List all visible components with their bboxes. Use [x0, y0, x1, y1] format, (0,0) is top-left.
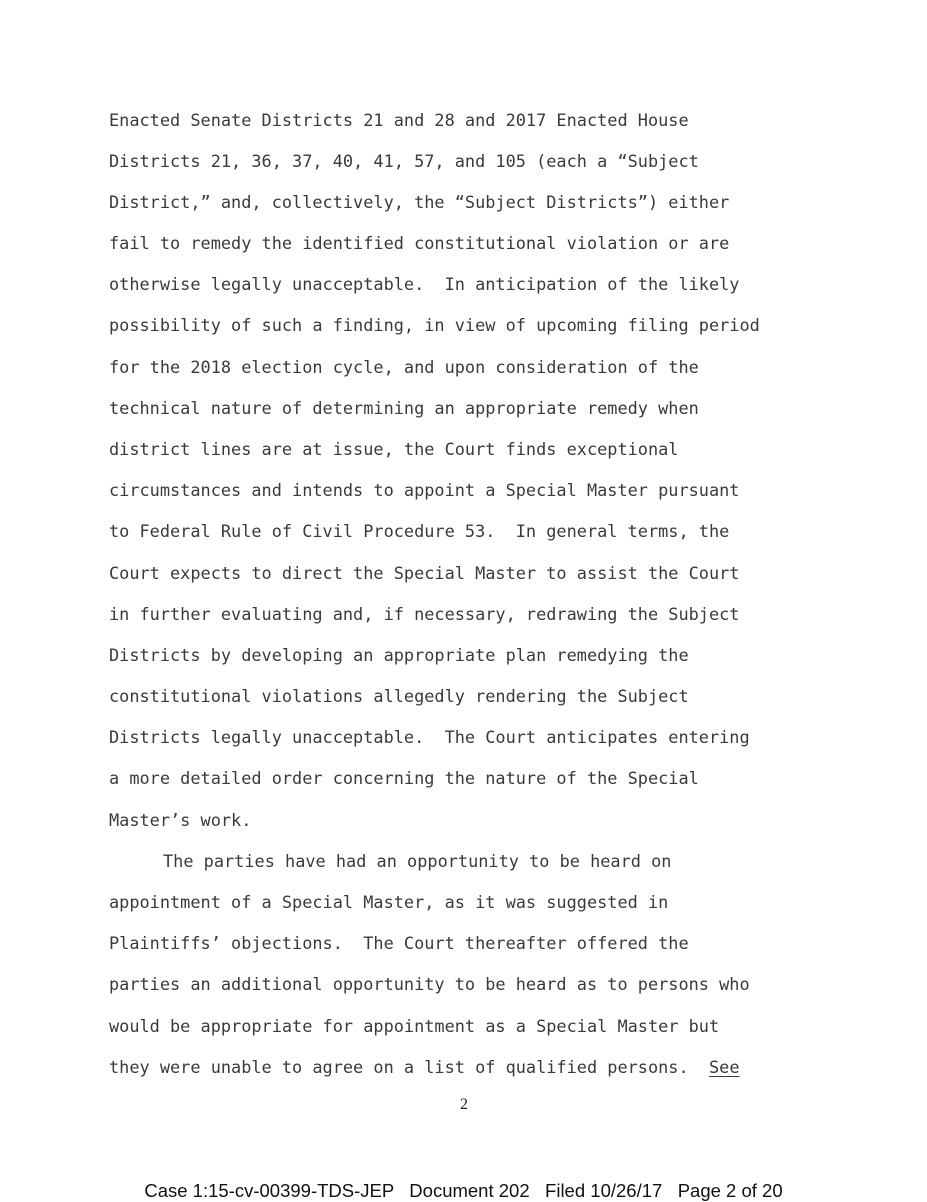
text-line: otherwise legally unacceptable. In anticipation of the likely: [109, 274, 740, 294]
page-number: 2: [460, 1096, 468, 1113]
text-line: technical nature of determining an appropriate remedy when: [109, 398, 699, 418]
text-line: fail to remedy the identified constitutional violation or are: [109, 233, 730, 253]
text-line: Districts legally unacceptable. The Court anticipates entering: [109, 727, 750, 747]
text-line: constitutional violations allegedly rendering the Subject: [109, 686, 689, 706]
text-line: possibility of such a finding, in view of upcoming filing period: [109, 315, 760, 335]
text-line: to Federal Rule of Civil Procedure 53. In general terms, the: [109, 521, 730, 541]
text-line: appointment of a Special Master, as it was suggested in: [109, 892, 669, 912]
text-line: Court expects to direct the Special Master to assist the Court: [109, 563, 740, 583]
case-footer: Case 1:15-cv-00399-TDS-JEP Document 202 Filed 10/26/17 Page 2 of 20: [144, 1180, 783, 1201]
text-line: Master’s work.: [109, 810, 252, 830]
text-line: parties an additional opportunity to be heard as to persons who: [109, 974, 750, 994]
text-line: Enacted Senate Districts 21 and 28 and 2017 Enacted House: [109, 110, 689, 130]
text-line: [109, 1055, 740, 1079]
text-line: for the 2018 election cycle, and upon consideration of the: [109, 357, 699, 377]
text-line: Plaintiffs’ objections. The Court thereafter offered the: [109, 933, 689, 953]
see-citation-link[interactable]: See: [708, 1057, 740, 1077]
text-line: in further evaluating and, if necessary, redrawing the Subject: [109, 604, 740, 624]
text-line: a more detailed order concerning the nature of the Special: [109, 768, 699, 788]
text-line: circumstances and intends to appoint a Special Master pursuant: [109, 480, 740, 500]
text-line: Districts by developing an appropriate plan remedying the: [109, 645, 689, 665]
text-line: District,” and, collectively, the “Subject Districts”) either: [109, 192, 730, 212]
text-line: district lines are at issue, the Court finds exceptional: [109, 439, 679, 459]
text-line: The parties have had an opportunity to be heard on: [163, 851, 672, 871]
text-line: would be appropriate for appointment as a Special Master but: [109, 1016, 720, 1036]
text-line: Districts 21, 36, 37, 40, 41, 57, and 105 (each a “Subject: [109, 151, 699, 171]
text-line-content: they were unable to agree on a list of qualified persons.: [109, 1057, 709, 1077]
